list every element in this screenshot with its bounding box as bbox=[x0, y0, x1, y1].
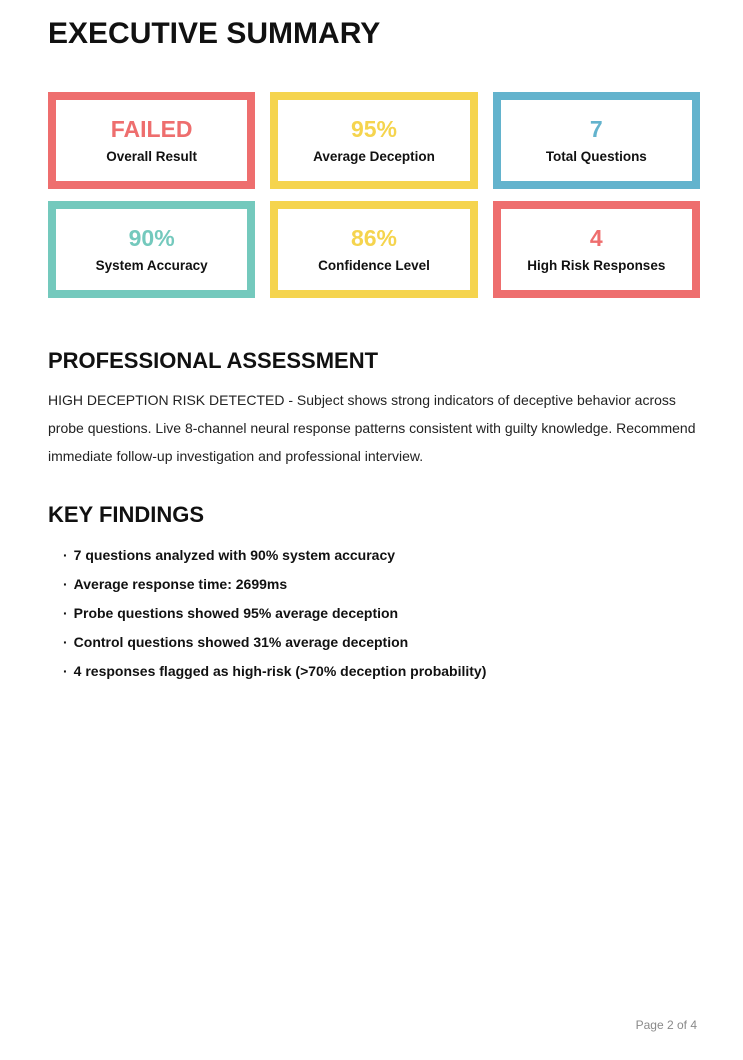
stat-label: System Accuracy bbox=[95, 257, 208, 273]
page-number: Page 2 of 4 bbox=[635, 1018, 697, 1032]
bullet-icon: · bbox=[63, 546, 68, 563]
section-heading-assessment: PROFESSIONAL ASSESSMENT bbox=[48, 348, 379, 373]
finding-item bbox=[63, 634, 700, 650]
professional-assessment-section bbox=[48, 348, 700, 470]
bullet-icon: · bbox=[63, 604, 68, 621]
stat-card-overall-result bbox=[48, 92, 255, 189]
stat-value: 7 bbox=[589, 115, 603, 142]
page-title: EXECUTIVE SUMMARY bbox=[48, 17, 381, 50]
bullet-icon: · bbox=[63, 662, 68, 679]
report-page bbox=[0, 16, 743, 1060]
finding-text: Average response time: 2699ms bbox=[73, 575, 288, 592]
stat-card-system-accuracy bbox=[48, 201, 255, 298]
stat-card-high-risk-responses bbox=[493, 201, 700, 298]
bullet-icon: · bbox=[63, 575, 68, 592]
stat-value: FAILED bbox=[110, 115, 193, 142]
finding-item bbox=[63, 663, 700, 679]
stat-card-average-deception bbox=[270, 92, 477, 189]
stat-card-confidence-level bbox=[270, 201, 477, 298]
stat-card-total-questions bbox=[493, 92, 700, 189]
finding-text: Control questions showed 31% average deception bbox=[73, 633, 409, 650]
finding-text: 4 responses flagged as high-risk (>70% deception probability) bbox=[73, 662, 487, 679]
stat-value: 90% bbox=[128, 224, 175, 251]
stat-label: High Risk Responses bbox=[527, 257, 666, 273]
finding-text: Probe questions showed 95% average deception bbox=[73, 604, 399, 621]
finding-item bbox=[63, 605, 700, 621]
findings-list bbox=[48, 547, 700, 679]
stat-label: Confidence Level bbox=[318, 257, 430, 273]
stat-value: 86% bbox=[350, 224, 398, 251]
finding-text: 7 questions analyzed with 90% system accuracy bbox=[73, 546, 396, 563]
assessment-text: HIGH DECEPTION RISK DETECTED - Subject shows strong indicators of deceptive behavior across probe questions. Live 8-channel neural response patterns consistent with guilty knowledge. Recommend immediate follow-up investigation and professional interview. bbox=[48, 392, 696, 465]
stat-label: Average Deception bbox=[313, 148, 435, 164]
stat-value: 95% bbox=[350, 115, 398, 142]
stat-label: Total Questions bbox=[545, 148, 647, 164]
stat-value: 4 bbox=[589, 224, 603, 251]
section-heading-findings: KEY FINDINGS bbox=[48, 502, 205, 528]
summary-cards bbox=[48, 92, 700, 298]
bullet-icon: · bbox=[63, 633, 68, 650]
key-findings-section bbox=[48, 502, 700, 678]
stat-label: Overall Result bbox=[106, 148, 198, 164]
finding-item bbox=[63, 547, 700, 563]
finding-item bbox=[63, 576, 700, 592]
